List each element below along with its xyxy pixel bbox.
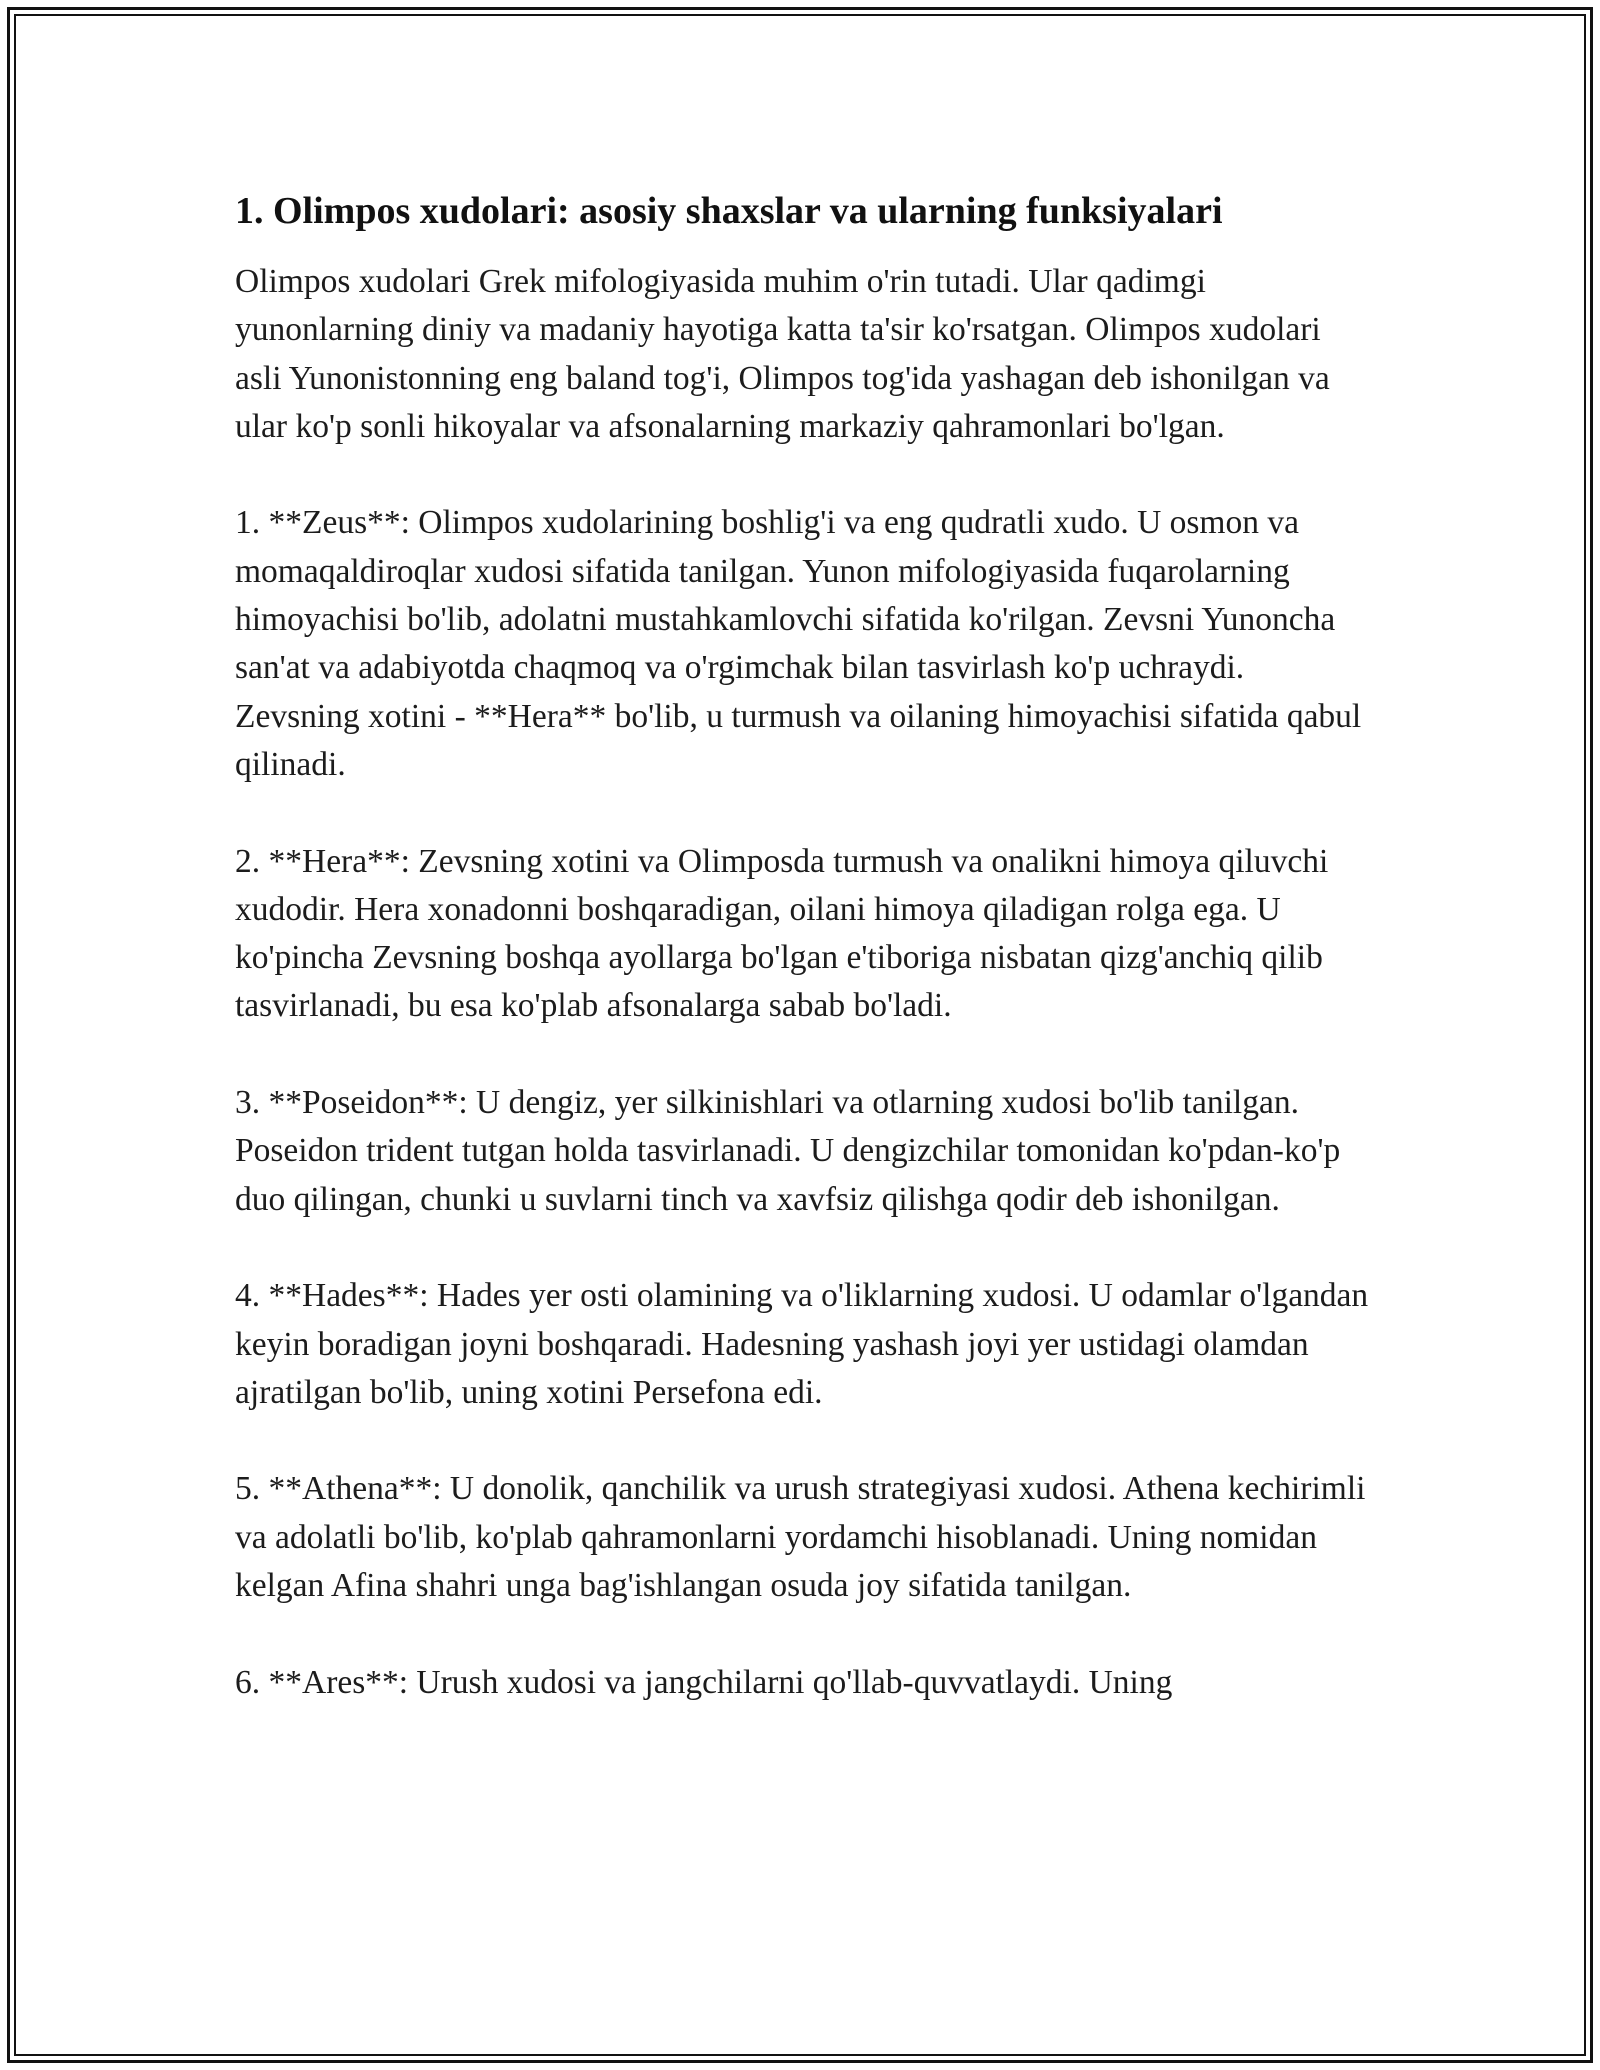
intro-paragraph: Olimpos xudolari Grek mifologiyasida muhim o'rin tutadi. Ular qadimgi yunonlarning diniy va madaniy hayotiga katta ta'sir ko'rsatgan. Olimpos xudolari asli Yunonistonning eng baland tog'i, Olimpos tog'ida yashagan deb ishonilgan va ular ko'p sonli hikoyalar va afsonalarning markaziy qahramonlari bo'lgan. xyxy=(235,263,1330,445)
paragraph-hades: 4. **Hades**: Hades yer osti olamining va o'liklarning xudosi. U odamlar o'lgandan keyin boradigan joyni boshqaradi. Hadesning yashash joyi yer ustidagi olamdan ajratilgan bo'lib, uning xotini Persefona edi. xyxy=(235,1277,1369,1411)
paragraph-ares: 6. **Ares**: Urush xudosi va jangchilarni qo'llab-quvvatlaydi. Uning xyxy=(235,1663,1173,1701)
document-body xyxy=(235,186,1375,1755)
section-heading: 1. Olimpos xudolari: asosiy shaxslar va ularning funksiyalari xyxy=(235,190,1223,232)
paragraph-poseidon: 3. **Poseidon**: U dengiz, yer silkinishlari va otlarning xudosi bo'lib tanilgan. Poseidon trident tutgan holda tasvirlanadi. U dengizchilar tomonidan ko'pdan-ko'p duo qilingan, chunki u suvlarni tinch va xavfsiz qilishga qodir deb ishonilgan. xyxy=(235,1084,1341,1218)
paragraph-hera: 2. **Hera**: Zevsning xotini va Olimposda turmush va onalikni himoya qiluvchi xudodir. Hera xonadonni boshqaradigan, oilani himoya qiladigan rolga ega. U ko'pincha Zevsning boshqa ayollarga bo'lgan e'tiboriga nisbatan qizg'anchiq qilib tasvirlanadi, bu esa ko'plab afsonalarga sabab bo'ladi. xyxy=(235,842,1329,1025)
paragraph-athena: 5. **Athena**: U donolik, qanchilik va urush strategiyasi xudosi. Athena kechirimli va adolatli bo'lib, ko'plab qahramonlarni yordamchi hisoblanadi. Uning nomidan kelgan Afina shahri unga bag'ishlangan osuda joy sifatida tanilgan. xyxy=(235,1470,1366,1605)
paragraph-zeus: 1. **Zeus**: Olimpos xudolarining boshlig'i va eng qudratli xudo. U osmon va momaqaldiroqlar xudosi sifatida tanilgan. Yunon mifologiyasida fuqarolarning himoyachisi bo'lib, adolatni mustahkamlovchi sifatida ko'rilgan. Zevsni Yunoncha san'at va adabiyotda chaqmoq va o'rgimchak bilan tasvirlash ko'p uchraydi. Zevsning xotini - **Hera** bo'lib, u turmush va oilaning himoyachisi sifatida qabul qilinadi. xyxy=(235,504,1362,783)
